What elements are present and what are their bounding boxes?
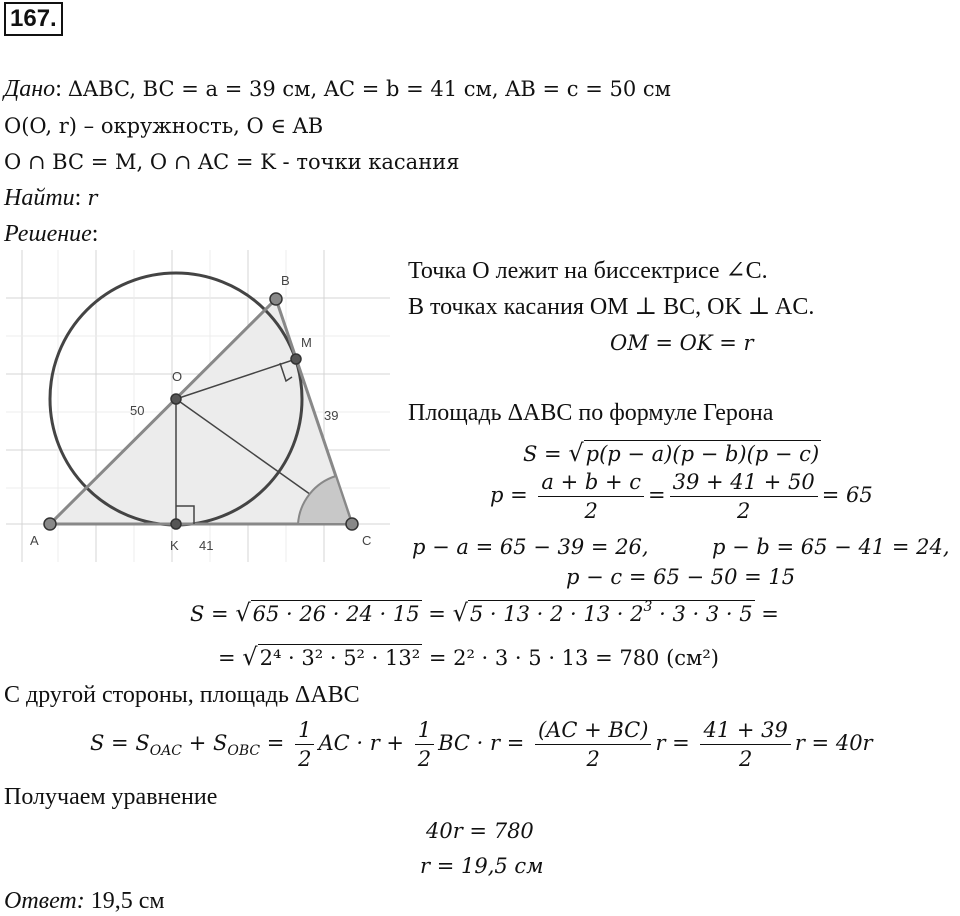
label-a: A	[30, 533, 39, 548]
area-sum-formula	[90, 716, 873, 773]
label-m: M	[301, 335, 312, 350]
label-side-ac: 41	[199, 538, 214, 553]
given-line-2: O(O, r) – окружность, O ∈ AB	[4, 114, 324, 138]
numeric-fraction: $\frac{41 + 39}{2}$	[700, 716, 790, 773]
s2-result: = 2² · 3 · 5 · 13 = 780 (см²)	[422, 646, 719, 670]
heron-intro: Площадь ΔABC по формуле Герона	[408, 400, 774, 426]
s1-rad2-exp: 3	[643, 599, 653, 615]
other-side-text: С другой стороны, площадь ΔABC	[4, 682, 360, 708]
p-minus-c: p − c = 65 − 50 = 15	[566, 565, 796, 589]
find-value: r	[87, 186, 98, 210]
p-minus-a: p − a = 65 − 39 = 26,	[412, 535, 649, 559]
solution-line: Решение:	[4, 221, 99, 247]
s1-mid: =	[421, 602, 453, 626]
given-triangle-sides: ΔABC, BC = a = 39 см, AC = b = 41 см, AB = c = 50 см	[67, 77, 671, 101]
as-sub1: OAC	[149, 743, 183, 759]
answer-label: Ответ:	[4, 888, 85, 914]
s2-lhs: =	[218, 646, 243, 670]
sqrt-sign: √	[452, 599, 468, 627]
as-sub2: OBC	[227, 743, 261, 759]
p-minus-b: p − b = 65 − 41 = 24,	[712, 535, 950, 559]
sum-fraction: $\frac{(AC + BC)}{2}$	[535, 716, 651, 773]
p-fraction-1: $\frac{a + b + c}{2}$	[538, 468, 644, 525]
bisector-statement: Точка O лежит на биссектрисе ∠C.	[408, 258, 768, 284]
given-label: Дано	[4, 76, 56, 102]
as-plus: + S	[182, 731, 228, 755]
half-fraction-2: $\frac{1}{2}$	[415, 716, 434, 773]
label-side-bc: 39	[324, 408, 339, 423]
as-t3: r =	[655, 731, 697, 755]
s1-rad2-a: 5 · 13 · 2 · 13 · 2	[469, 602, 644, 626]
find-label: Найти	[4, 185, 75, 211]
semiperimeter-formula: p = $\frac{a + b + c}{2}$ = $\frac{39 + 41 + 50}{2}$ = 65	[490, 470, 873, 523]
s1-radicand-2	[468, 600, 755, 627]
sqrt-sign: √	[568, 439, 584, 467]
label-o: O	[172, 369, 183, 384]
equation-label: Получаем уравнение	[4, 784, 218, 810]
equation-2: r = 19,5 см	[420, 854, 544, 878]
p-lhs: p =	[490, 483, 535, 507]
as-t2: BC · r =	[438, 731, 531, 755]
area-computation-1	[190, 598, 779, 629]
p-value: = 65	[821, 483, 873, 507]
as-lhs: S = S	[90, 731, 150, 755]
label-b: B	[281, 273, 290, 288]
half-fraction-1: $\frac{1}{2}$	[295, 716, 314, 773]
s1-radicand-1: 65 · 26 · 24 · 15	[252, 602, 420, 626]
label-c: C	[362, 533, 372, 548]
problem-number: 167.	[4, 2, 63, 36]
heron-lhs: S =	[523, 442, 569, 466]
heron-radicand: p(p − a)(p − b)(p − c)	[585, 442, 820, 466]
given-line-1: Дано: ΔABC, BC = a = 39 см, AC = b = 41 см, AB = c = 50 см	[4, 76, 671, 102]
answer-value: 19,5 см	[90, 888, 165, 914]
area-computation-2	[218, 642, 719, 673]
as-eq: =	[260, 731, 292, 755]
geometry-figure	[6, 250, 390, 562]
as-t1: AC · r +	[318, 731, 411, 755]
s2-radicand: 2⁴ · 3² · 5² · 13²	[259, 646, 421, 670]
s1-end: =	[754, 602, 779, 626]
tangent-statement: В точках касания OM ⊥ BC, OK ⊥ AC.	[408, 294, 815, 320]
sqrt-sign: √	[235, 599, 251, 627]
equation-1: 40r = 780	[426, 819, 534, 843]
given-line-3: O ∩ BC = M, O ∩ AC = K - точки касания	[4, 150, 460, 174]
find-line: Найти: r	[4, 185, 98, 211]
as-t4: r = 40r	[794, 731, 873, 755]
answer-line	[4, 886, 165, 916]
p-fraction-2: $\frac{39 + 41 + 50}{2}$	[670, 468, 818, 525]
label-side-ab: 50	[130, 403, 145, 418]
s1-lhs: S =	[190, 602, 236, 626]
s1-rad2-b: · 3 · 3 · 5	[652, 602, 753, 626]
label-k: K	[170, 538, 179, 553]
sqrt-sign: √	[242, 643, 258, 671]
radii-equality: OM = OK = r	[610, 331, 754, 355]
heron-formula	[523, 438, 821, 469]
solution-label: Решение	[4, 221, 92, 247]
